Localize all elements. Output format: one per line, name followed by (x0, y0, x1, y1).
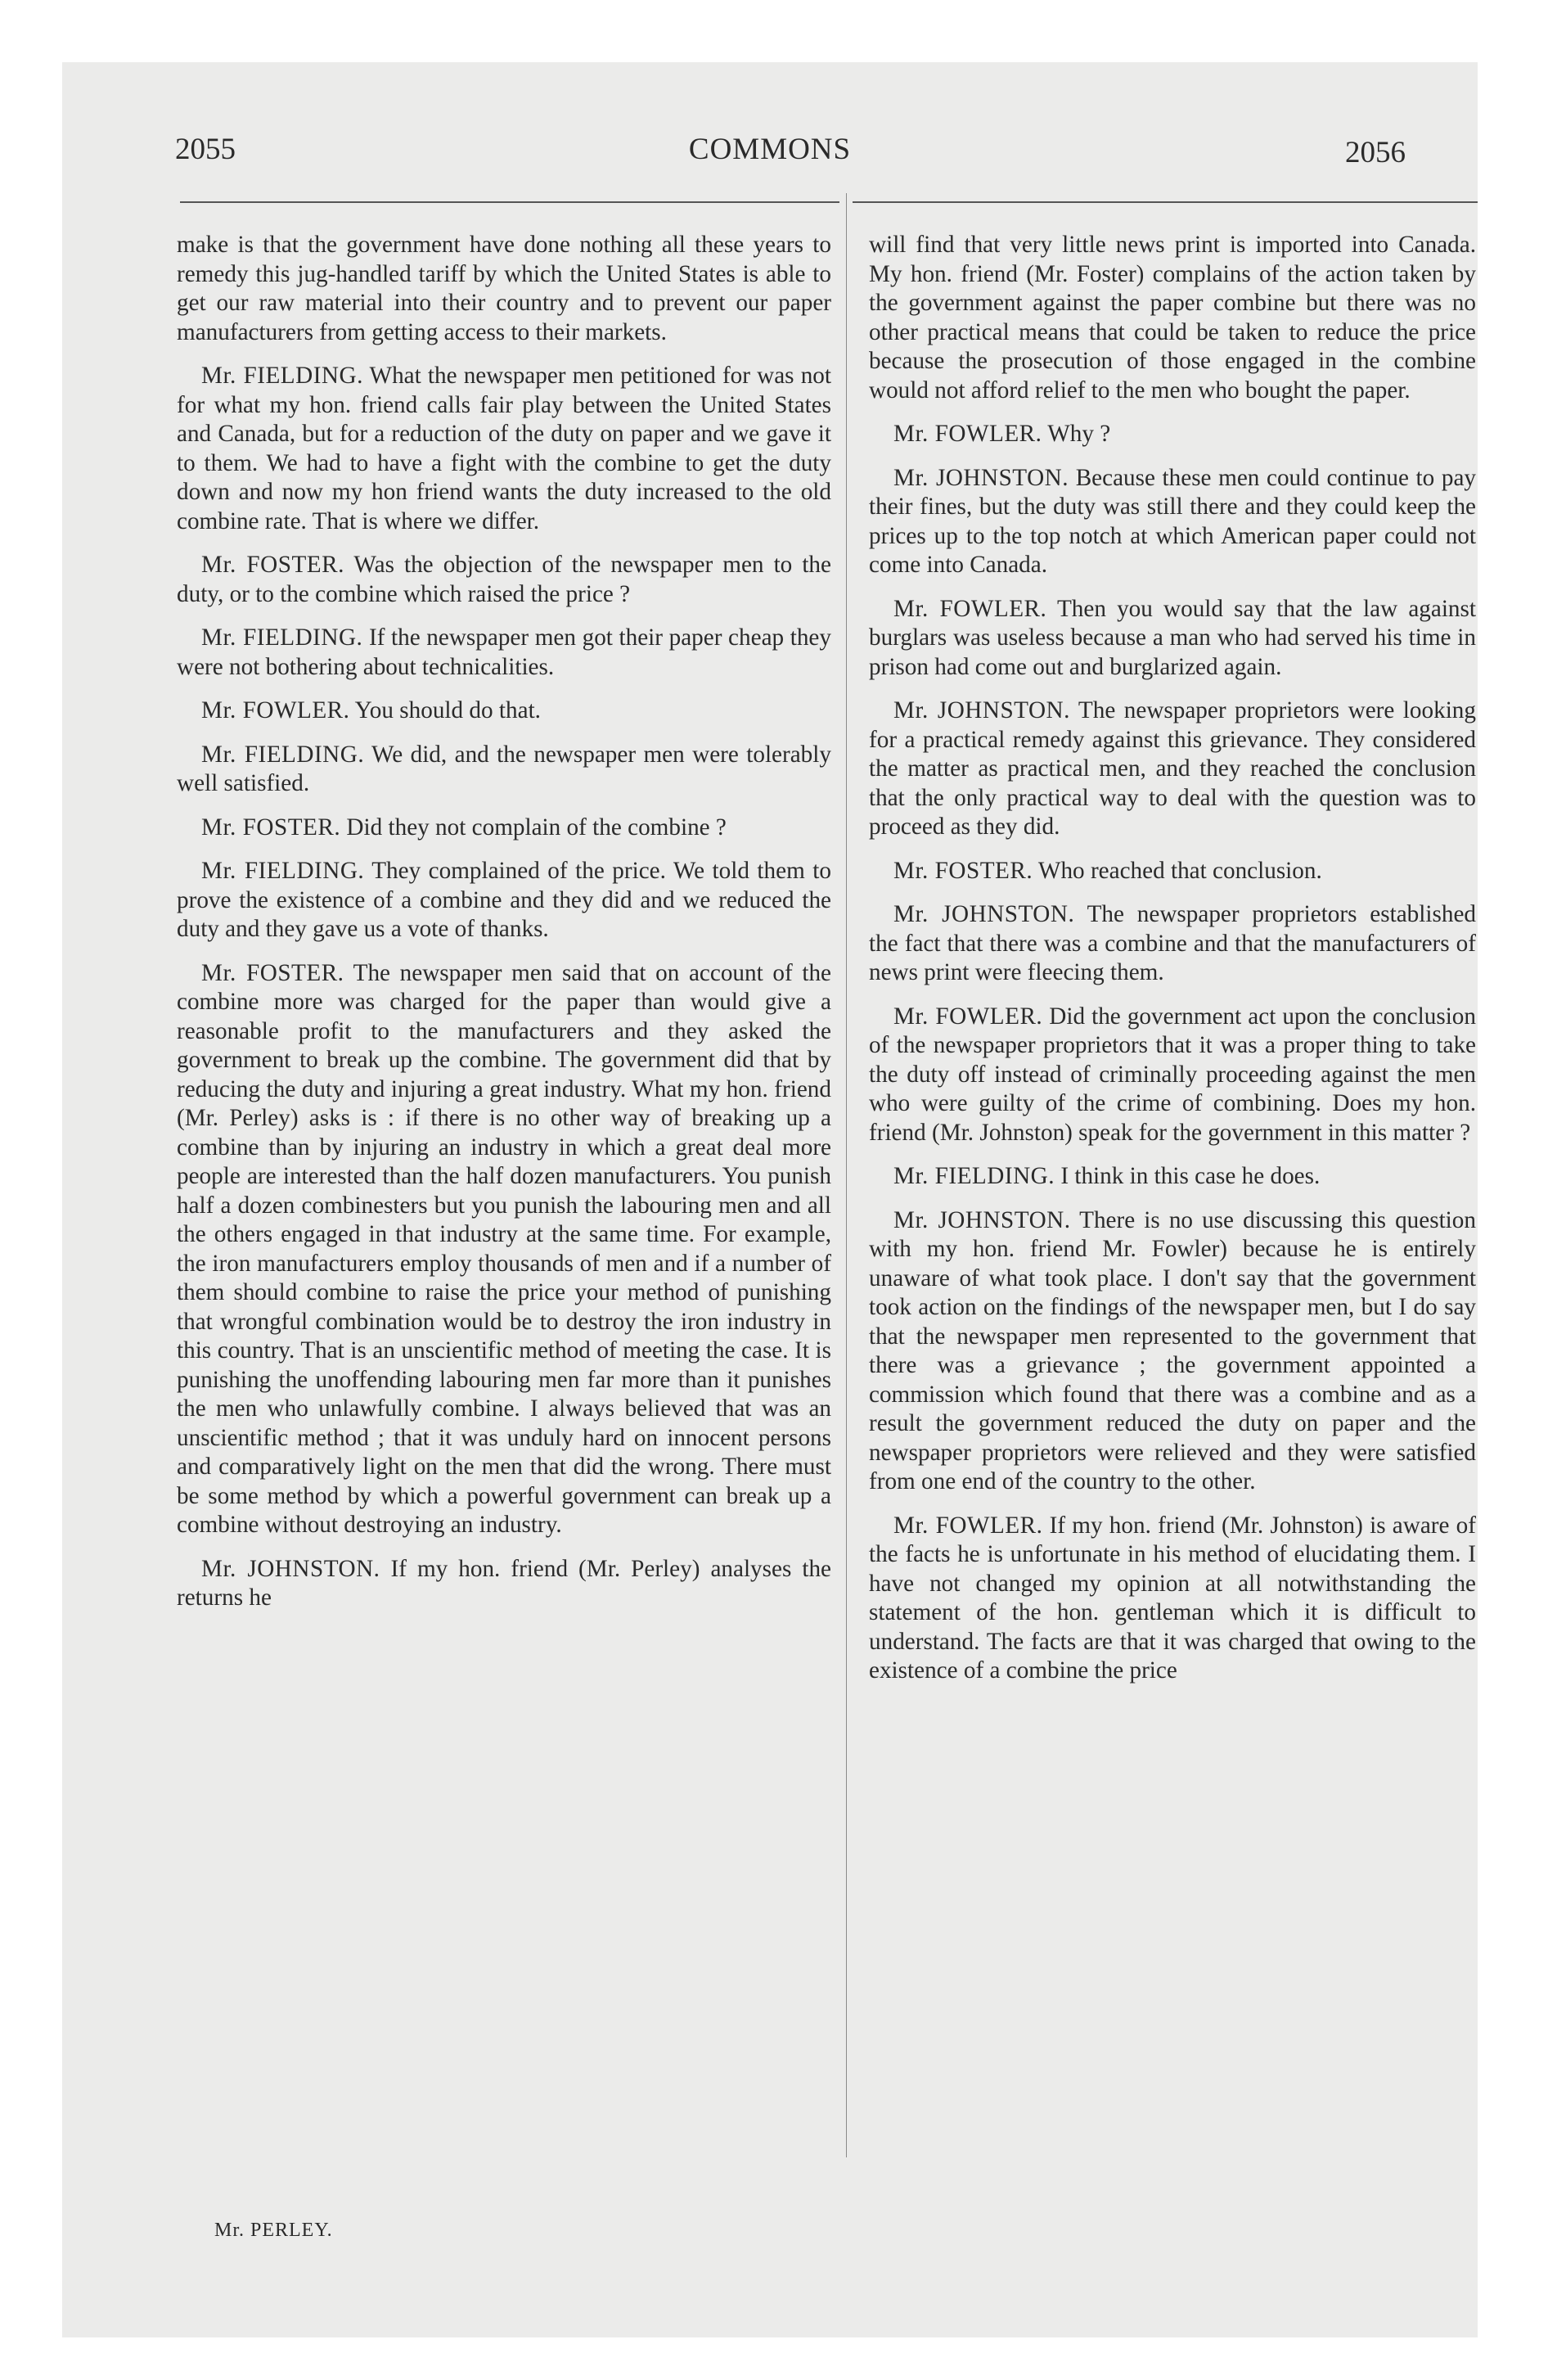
speaker-name: Mr. FOSTER. (201, 959, 344, 986)
speech-paragraph (177, 857, 831, 944)
speech-paragraph (869, 1206, 1476, 1497)
speaker-name: Mr. FIELDING. (201, 363, 363, 389)
hansard-page (62, 62, 1478, 2337)
speaker-name: Mr. FIELDING. (201, 624, 363, 651)
speech-paragraph (869, 420, 1476, 449)
speech-paragraph (177, 362, 831, 536)
speech-paragraph (177, 741, 831, 799)
column-divider (846, 193, 847, 2157)
speech-text: The newspaper proprietors established the fact that there was a combine and that the manufacturers of news print were fleecing them. (869, 901, 1476, 985)
speech-paragraph (869, 1162, 1476, 1192)
speech-text: If my hon. friend (Mr. Johnston) is aware of the facts he is unfortunate in his method of elucidating them. I have not changed my opinion at all notwithstanding the statement of the hon. gentleman which it is difficult to understand. The facts are that it was charged that owing to the existence of a combine the price (869, 1512, 1477, 1684)
speech-text: You should do that. (354, 697, 541, 723)
speaker-name: Mr. FOWLER. (893, 1512, 1043, 1539)
speech-text: If the newspaper men got their paper cheap they were not bothering about technicalities. (177, 624, 831, 680)
speaker-name: Mr. FIELDING. (893, 1163, 1055, 1189)
speaker-name: Mr. FOWLER. (893, 421, 1042, 447)
speaker-name: Mr. FOSTER. (201, 814, 341, 841)
speech-text: Why ? (1047, 421, 1111, 447)
speech-paragraph (869, 696, 1476, 842)
speaker-name: Mr. JOHNSTON. (893, 1206, 1071, 1233)
header-rule-right (853, 201, 1478, 203)
speaker-name: Mr. JOHNSTON. (893, 901, 1075, 927)
speech-text: They complained of the price. We told them to prove the existence of a combine and they did and we reduced the duty and they gave us a vote of thanks. (177, 858, 831, 942)
speech-paragraph (869, 1512, 1476, 1686)
speech-paragraph (869, 1003, 1476, 1148)
speaker-name: Mr. JOHNSTON. (201, 1555, 380, 1582)
speaker-name: Mr. FOWLER. (893, 1003, 1043, 1030)
speech-paragraph (177, 624, 831, 682)
left-column (177, 231, 831, 1628)
speech-paragraph (869, 595, 1476, 683)
speech-text: will find that very little news print is imported into Canada. My hon. friend (Mr. Foster) complains of the action taken by the government against the paper combine but there was no other practical means that could be taken to reduce the price because the prosecution of those engaged in the combine would not afford relief to the men who bought the paper. (869, 232, 1476, 403)
speaker-name: Mr. FOWLER. (201, 697, 350, 723)
left-page-number: 2055 (175, 133, 236, 166)
running-title: COMMONS (688, 133, 852, 166)
speech-text: I think in this case he does. (1060, 1163, 1321, 1189)
speech-text: make is that the government have done nothing all these years to remedy this jug-handled tariff by which the United States is able to get our raw material into their country and to prevent our paper manufacturers from getting access to their markets. (177, 232, 831, 345)
speech-paragraph (177, 814, 831, 843)
next-speaker-tag: Mr. PERLEY. (214, 2220, 333, 2241)
page-header (62, 132, 1478, 181)
speaker-name: Mr. JOHNSTON. (893, 464, 1069, 491)
right-page-number: 2056 (1345, 136, 1406, 169)
speaker-name: Mr. JOHNSTON. (893, 697, 1070, 723)
speaker-name: Mr. FOWLER. (893, 595, 1047, 622)
speech-paragraph (869, 900, 1476, 988)
speech-text: If my hon. friend (Mr. Perley) analyses the returns he (177, 1555, 831, 1611)
speech-paragraph (869, 464, 1476, 580)
speech-paragraph (177, 696, 831, 726)
speaker-name: Mr. FOSTER. (201, 552, 344, 578)
speech-text: What the newspaper men petitioned for was not for what my hon. friend calls fair play between the United States and Canada, but for a reduction of the duty on paper and we gave it to them. We had to have a fight with the combine to get the duty down and now my hon friend wants the duty increased to the old combine rate. That is where we differ. (177, 363, 831, 534)
speech-paragraph (869, 857, 1476, 886)
speech-text: The newspaper proprietors were looking for a practical remedy against this grievance. They considered the matter as practical men, and they reached the conclusion that the only practical way to deal with the question was to proceed as they did. (869, 697, 1476, 840)
speech-paragraph (177, 551, 831, 609)
speech-text: Who reached that conclusion. (1037, 857, 1322, 884)
speech-paragraph (177, 231, 831, 347)
speech-text: There is no use discussing this question with my hon. friend Mr. Fowler) because he is entirely unaware of what took place. I don't say that the government took action on the findings of the newspaper men, but I do say that the newspaper men represented to the government that there was a grievance ; the government appointed a commission which found that there was a combine and as a result the government reduced the duty on paper and the newspaper proprietors were relieved and they were satisfied from one end of the country to the other. (869, 1206, 1476, 1494)
speech-text: Because these men could continue to pay their fines, but the duty was still there and they could keep the prices up to the top notch at which American paper could not come into Canada. (869, 464, 1477, 578)
speech-text: Did the government act upon the conclusion of the newspaper proprietors that it was a proper thing to take the duty off instead of criminally proceeding against the men who were guilty of the crime of combining. Does my hon. friend (Mr. Johnston) speak for the government in this matter ? (869, 1003, 1476, 1146)
speech-paragraph (177, 959, 831, 1540)
speech-paragraph (869, 231, 1476, 405)
speech-text: The newspaper men said that on account of the combine more was charged for the paper than would give a reasonable profit to the manufacturers and they asked the government to break up the combine. The government did that by reducing the duty and injuring a great industry. What my hon. friend (Mr. Perley) asks is : if there is no other way of breaking up a combine than by injuring an industry in which a great deal more people are interested than the half dozen manufacturers. You punish half a dozen combinesters but you punish the labouring men and all the others engaged in that industry at the same time. For example, the iron manufacturers employ thousands of men and if a number of them should combine to raise the price your method of punishing that wrongful combination would be to destroy the iron industry in this country. That is an unscientific method of meeting the case. It is punishing the unoffending labouring men far more than it punishes the men who unlawfully combine. I always believed that was an unscientific method ; that it was unduly hard on innocent persons and comparatively light on the men that did the wrong. There must be some method by which a powerful government can break up a combine without destroying an industry. (177, 959, 831, 1538)
speech-paragraph (177, 1555, 831, 1613)
right-column (869, 231, 1476, 1701)
speech-text: Then you would say that the law against burglars was useless because a man who had served his time in prison had come out and burglarized again. (869, 595, 1476, 680)
speaker-name: Mr. FIELDING. (201, 858, 365, 884)
speech-text: We did, and the newspaper men were tolerably well satisfied. (177, 741, 831, 796)
speaker-name: Mr. FOSTER. (893, 857, 1033, 884)
speech-text: Did they not complain of the combine ? (346, 814, 727, 841)
speech-text: Was the objection of the newspaper men to the duty, or to the combine which raised the price ? (177, 552, 831, 607)
speaker-name: Mr. FIELDING. (201, 741, 365, 768)
header-rule-left (180, 201, 839, 203)
